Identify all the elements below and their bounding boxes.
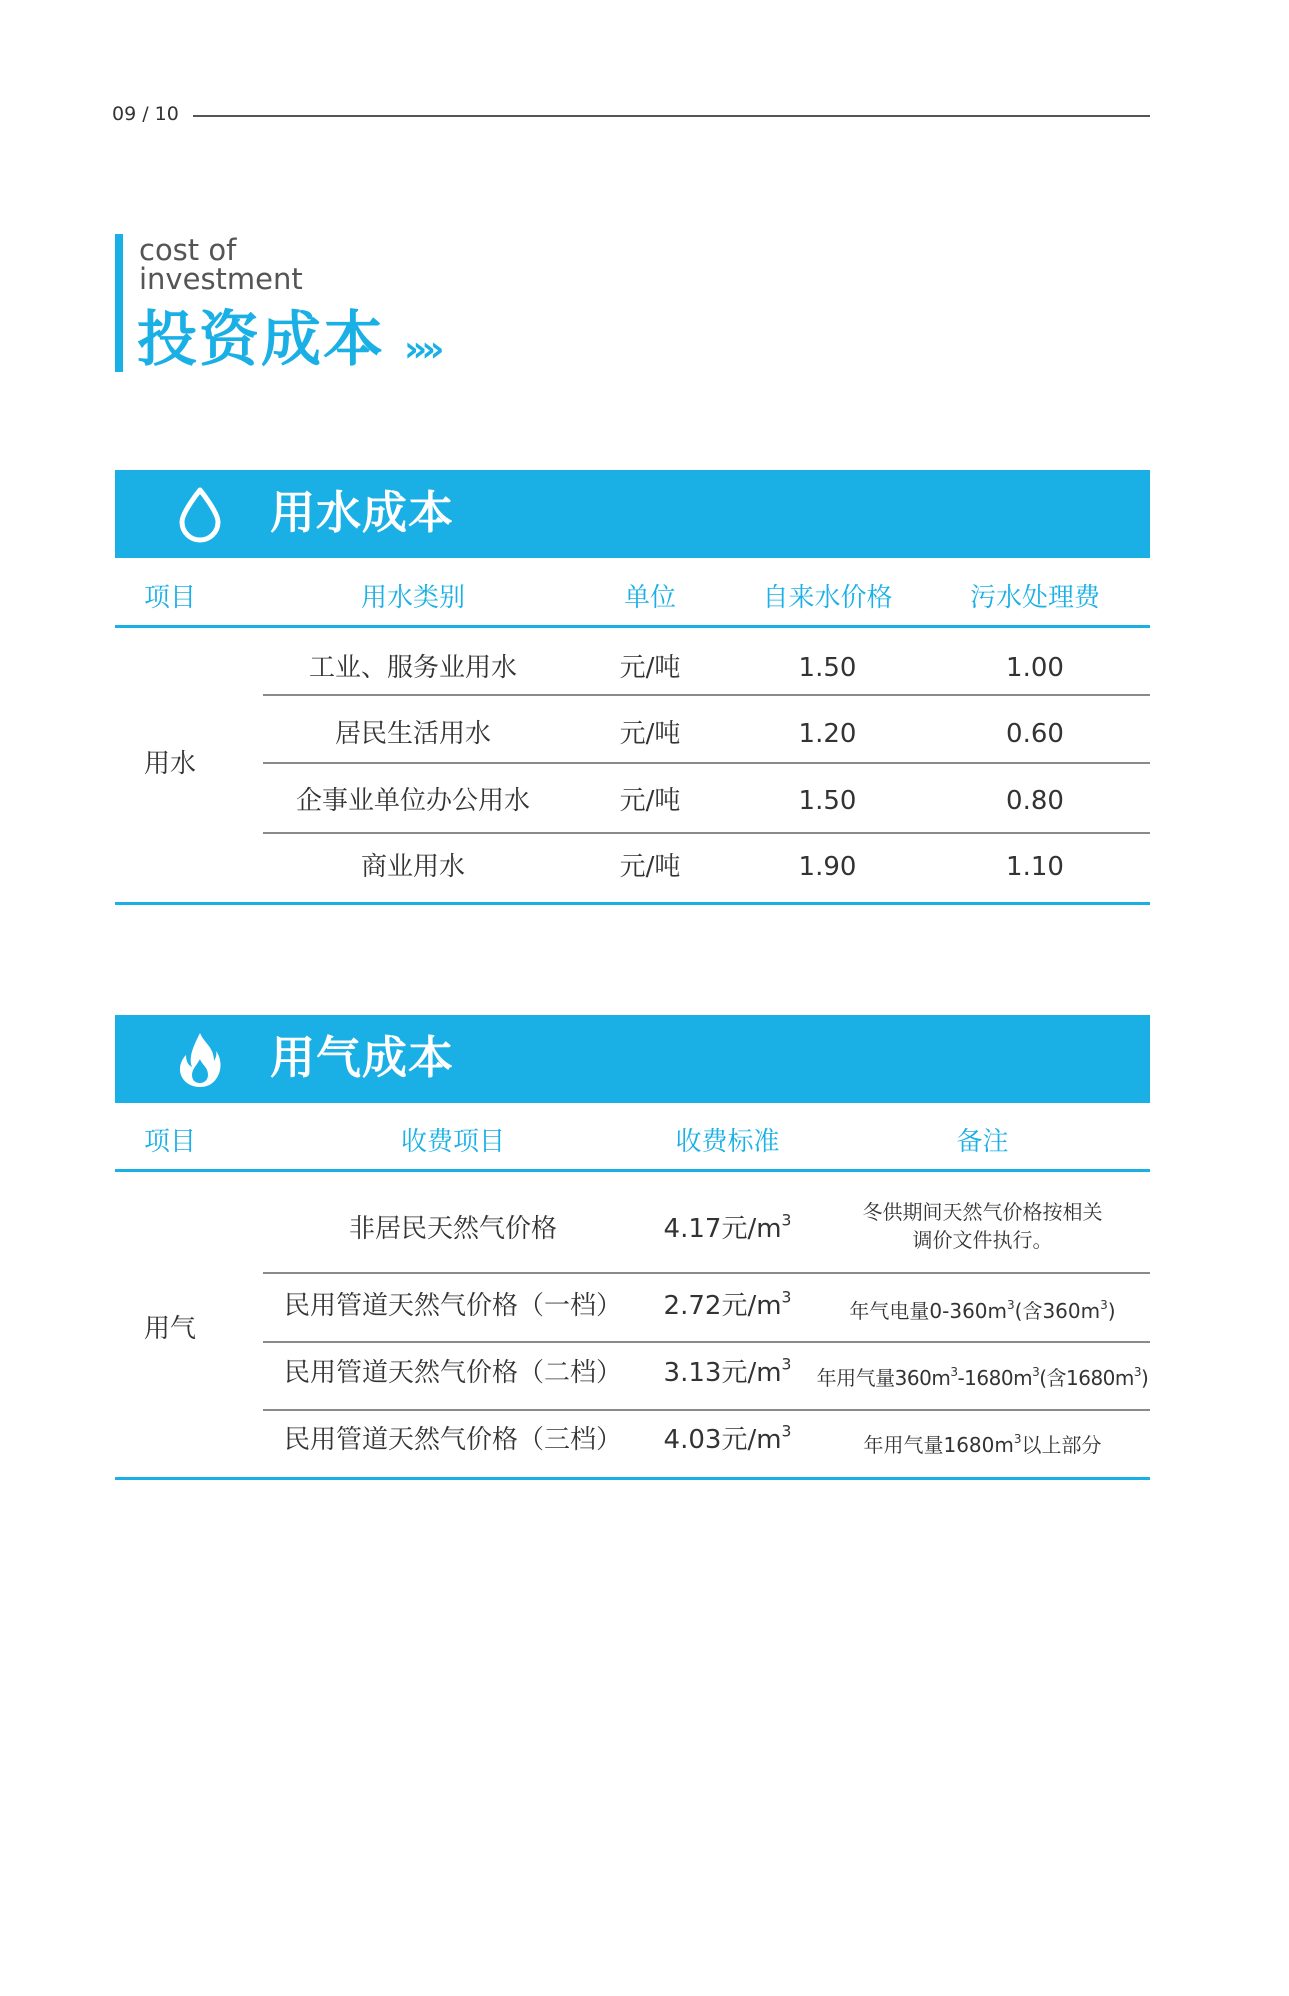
unit-superscript: 3 (1007, 1298, 1015, 1312)
gas-charge-item: 非居民天然气价格 (348, 1214, 557, 1244)
water-sewage: 1.00 (1006, 653, 1064, 683)
flame-icon (170, 1029, 230, 1089)
row-divider (263, 694, 1150, 696)
gas-note (815, 1431, 1150, 1459)
gas-section-banner (115, 1015, 1150, 1103)
gas-col-charge-item: 收费项目 (400, 1127, 505, 1157)
water-section-banner (115, 470, 1150, 558)
gas-note-part: 年用气量1680m (863, 1433, 1014, 1457)
gas-price (640, 1424, 815, 1456)
gas-note-part: -1680m (957, 1366, 1033, 1390)
water-sewage: 0.60 (1006, 719, 1064, 749)
water-col-price: 自来水价格 (762, 583, 893, 613)
water-price: 1.50 (798, 653, 857, 683)
water-unit: 元/吨 (619, 852, 681, 882)
water-unit: 元/吨 (619, 719, 681, 749)
water-section-title: 用水成本 (270, 486, 455, 539)
page-number: 09 / 10 (112, 103, 179, 125)
gas-note-part: ) (1141, 1366, 1149, 1390)
gas-note-part: ) (1107, 1299, 1116, 1323)
water-price: 1.20 (798, 719, 857, 749)
unit-superscript: 3 (1013, 1432, 1022, 1446)
gas-price-value: 4.03元/m (663, 1425, 782, 1455)
gas-note-part: 以上部分 (1021, 1433, 1102, 1457)
water-col-unit: 单位 (623, 583, 676, 613)
water-group-label: 用水 (143, 749, 196, 779)
unit-superscript: 3 (1133, 1365, 1142, 1379)
row-divider (263, 1341, 1150, 1343)
unit-superscript: 3 (1032, 1365, 1040, 1379)
gas-note-line1: 冬供期间天然气价格按相关 (862, 1200, 1103, 1224)
water-price: 1.50 (798, 786, 857, 816)
unit-superscript: 3 (781, 1211, 792, 1230)
gas-note-part: 年气电量0-360m (849, 1299, 1008, 1323)
water-price: 1.90 (798, 852, 857, 882)
water-unit: 元/吨 (619, 786, 681, 816)
water-unit: 元/吨 (619, 653, 681, 683)
gas-price (640, 1357, 815, 1389)
gas-price-value: 2.72元/m (663, 1291, 782, 1321)
title-english-line1: cost of (139, 233, 237, 267)
gas-col-item: 项目 (143, 1127, 196, 1157)
water-drop-icon (170, 484, 230, 544)
gas-note-part: (含1680m (1039, 1366, 1134, 1390)
page-title: 投资成本 (137, 305, 385, 375)
water-table-bottom-rule (115, 902, 1150, 905)
row-divider (263, 762, 1150, 764)
gas-section-title: 用气成本 (270, 1031, 455, 1084)
water-col-item: 项目 (143, 583, 196, 613)
gas-note (815, 1364, 1150, 1392)
gas-header-rule (115, 1169, 1150, 1172)
gas-charge-item: 民用管道天然气价格（一档） (283, 1291, 622, 1321)
gas-note-part: (含360m (1014, 1299, 1101, 1323)
row-divider (263, 832, 1150, 834)
water-col-sewage: 污水处理费 (969, 583, 1100, 613)
gas-charge-item: 民用管道天然气价格（二档） (283, 1358, 622, 1388)
title-english (139, 233, 303, 296)
gas-col-standard: 收费标准 (675, 1127, 780, 1157)
water-col-category: 用水类别 (360, 583, 465, 613)
unit-superscript: 3 (1100, 1298, 1108, 1312)
header-rule (193, 115, 1150, 117)
title-accent-bar (115, 234, 123, 372)
unit-superscript: 3 (781, 1422, 792, 1441)
gas-note (815, 1297, 1150, 1325)
gas-charge-item: 民用管道天然气价格（三档） (283, 1425, 622, 1455)
water-category: 企事业单位办公用水 (295, 786, 530, 816)
water-category: 工业、服务业用水 (308, 653, 517, 683)
gas-price (640, 1213, 815, 1245)
water-sewage: 1.10 (1006, 852, 1064, 882)
gas-col-note: 备注 (956, 1127, 1009, 1157)
gas-note-part: 年用气量360m (816, 1366, 951, 1390)
row-divider (263, 1409, 1150, 1411)
unit-superscript: 3 (950, 1365, 958, 1379)
gas-group-label: 用气 (143, 1314, 196, 1344)
gas-note-line2: 调价文件执行。 (912, 1228, 1053, 1252)
water-header-rule (115, 625, 1150, 628)
gas-table-bottom-rule (115, 1477, 1150, 1480)
unit-superscript: 3 (781, 1355, 792, 1374)
title-english-line2: investment (139, 262, 303, 296)
water-category: 居民生活用水 (334, 719, 491, 749)
chevron-right-icon: »» (404, 329, 439, 370)
row-divider (263, 1272, 1150, 1274)
gas-price-value: 4.17元/m (663, 1214, 782, 1244)
water-sewage: 0.80 (1006, 786, 1064, 816)
water-category: 商业用水 (360, 852, 465, 882)
gas-price (640, 1290, 815, 1322)
gas-price-value: 3.13元/m (663, 1358, 782, 1388)
gas-note (815, 1198, 1150, 1254)
unit-superscript: 3 (781, 1288, 792, 1307)
